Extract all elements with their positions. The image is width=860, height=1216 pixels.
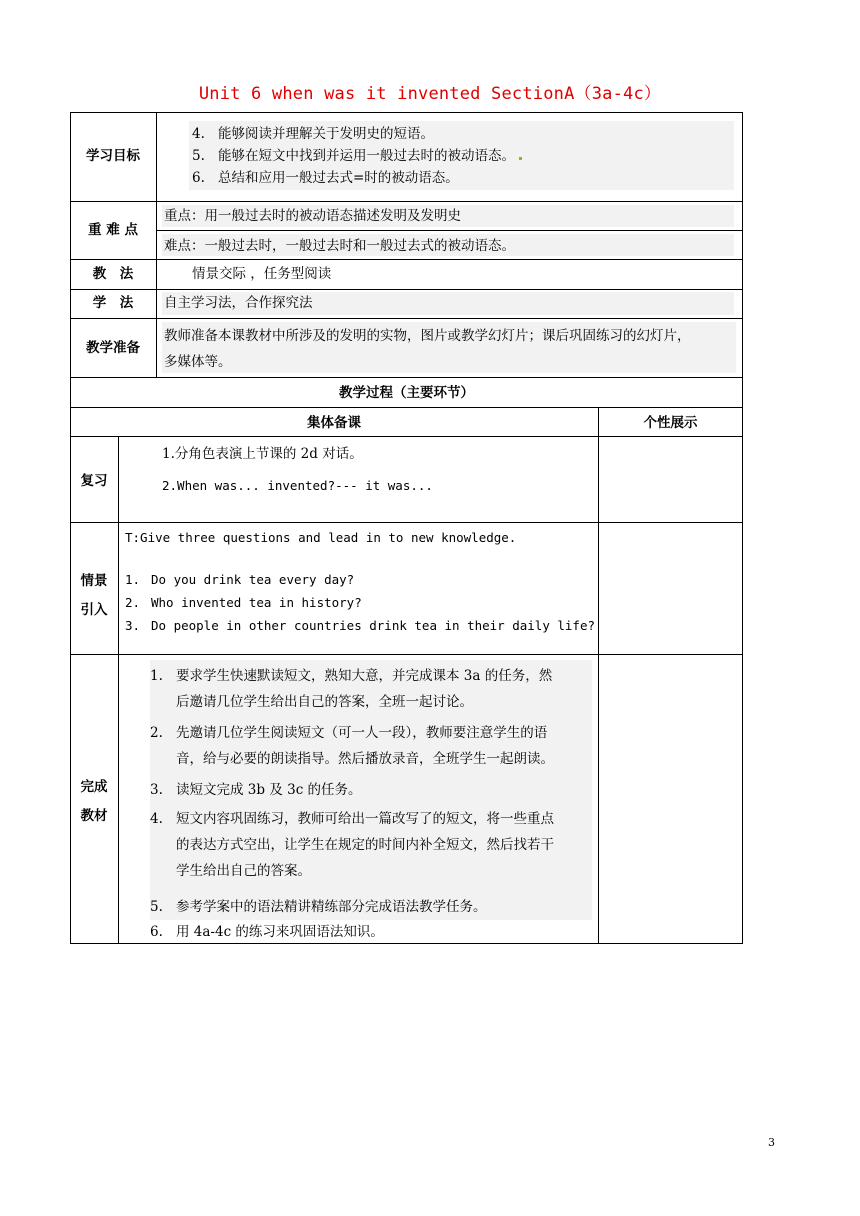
highlight-mark [519, 157, 522, 160]
process-header: 教学过程（主要环节） [339, 385, 474, 401]
page-number: 3 [768, 1136, 775, 1149]
learning-method-text: 自主学习法，合作探究法 [164, 295, 313, 311]
intro-label-line: 情景 [80, 573, 108, 589]
learning-method-label: 学 法 [92, 295, 134, 311]
label-column-divider [156, 112, 157, 378]
objective-num: 6. [192, 170, 205, 186]
objectives-label: 学习目标 [86, 148, 140, 164]
material-label-line: 教材 [80, 808, 108, 824]
preparation-line-1: 教师准备本课教材中所涉及的发明的实物，图片或教学幻灯片；课后巩固练习的幻灯片， [164, 328, 691, 344]
material-num: 5. [150, 899, 163, 915]
material-line: 的表达方式空出，让学生在规定的时间内补全短文，然后找若干 [176, 837, 554, 853]
intro-label [70, 567, 118, 625]
question-text: Do you drink tea every day? [151, 572, 355, 587]
column-personal-display: 个性展示 [643, 415, 698, 431]
material-item [150, 720, 554, 772]
key-points-label: 重 难 点 [88, 222, 138, 238]
review-label: 复习 [80, 473, 108, 489]
row-divider [70, 522, 743, 523]
table-border-right [742, 112, 743, 944]
teaching-method-label: 教 法 [92, 266, 134, 282]
stage-label-divider [118, 436, 119, 944]
objective-item [192, 146, 522, 167]
material-line: 学生给出自己的答案。 [176, 863, 311, 879]
row-divider [70, 259, 743, 260]
row-divider [70, 377, 743, 378]
material-item [150, 777, 362, 803]
material-num: 6. [150, 924, 163, 940]
row-divider [70, 436, 743, 437]
material-num: 4. [150, 811, 163, 827]
question-num: 2. [125, 595, 141, 610]
material-num: 1. [150, 668, 163, 684]
question-text: Who invented tea in history? [151, 595, 362, 610]
objective-text: 能够阅读并理解关于发明史的短语。 [218, 126, 434, 142]
row-divider [70, 289, 743, 290]
personal-column-divider [598, 407, 599, 944]
material-line: 短文内容巩固练习，教师可给出一篇改写了的短文，将一些重点 [176, 811, 554, 827]
row-divider [70, 201, 743, 202]
material-line: 后邀请几位学生给出自己的答案，全班一起讨论。 [176, 694, 473, 710]
row-divider [70, 318, 743, 319]
subrow-divider [156, 230, 743, 231]
review-item: 2.When was... invented?--- it was... [162, 478, 433, 493]
key-point-difficulty: 难点：一般过去时，一般过去时和一般过去式的被动语态。 [164, 238, 515, 254]
intro-question [125, 592, 362, 613]
material-num: 2. [150, 725, 163, 741]
question-text: Do people in other countries drink tea in their daily life? [151, 618, 596, 633]
material-label [70, 773, 118, 831]
preparation-label: 教学准备 [86, 340, 140, 356]
intro-question [125, 569, 354, 590]
objective-item [192, 124, 434, 145]
objective-num: 5. [192, 148, 205, 164]
material-line: 用 4a-4c 的练习来巩固语法知识。 [176, 924, 384, 940]
question-num: 1. [125, 572, 141, 587]
material-label-line: 完成 [80, 779, 108, 795]
material-line: 读短文完成 3b 及 3c 的任务。 [176, 782, 362, 798]
objective-text: 能够在短文中找到并运用一般过去时的被动语态。 [218, 148, 515, 164]
material-line: 参考学案中的语法精讲精练部分完成语法教学任务。 [176, 899, 487, 915]
objective-text: 总结和应用一般过去式=时的被动语态。 [218, 170, 459, 186]
intro-question [125, 615, 595, 636]
page-title: Unit 6 when was it invented SectionA（3a-4c） [198, 84, 662, 104]
material-line: 音，给与必要的朗读指导。然后播放录音，全班学生一起朗读。 [176, 751, 554, 767]
review-item: 1.分角色表演上节课的 2d 对话。 [162, 446, 363, 462]
intro-lead: T:Give three questions and lead in to new knowledge. [125, 530, 517, 545]
table-border-top [70, 112, 743, 113]
table-border-bottom [70, 943, 743, 944]
material-item [150, 894, 487, 920]
objective-item [192, 168, 459, 189]
material-item [150, 921, 384, 943]
material-line: 要求学生快速默读短文，熟知大意，并完成课本 3a 的任务，然 [176, 668, 553, 684]
question-num: 3. [125, 618, 141, 633]
material-line: 先邀请几位学生阅读短文（可一人一段），教师要注意学生的语 [176, 725, 548, 741]
material-item [150, 806, 554, 884]
row-divider [70, 654, 743, 655]
material-num: 3. [150, 782, 163, 798]
material-item [150, 663, 552, 715]
row-divider [70, 407, 743, 408]
column-group-prep: 集体备课 [307, 415, 361, 431]
teaching-method-text: 情景交际 ，任务型阅读 [192, 266, 332, 282]
objective-num: 4. [192, 126, 205, 142]
intro-label-line: 引入 [80, 602, 108, 618]
preparation-line-2: 多媒体等。 [164, 354, 232, 370]
key-point-focus: 重点：用一般过去时的被动语态描述发明及发明史 [164, 208, 461, 224]
